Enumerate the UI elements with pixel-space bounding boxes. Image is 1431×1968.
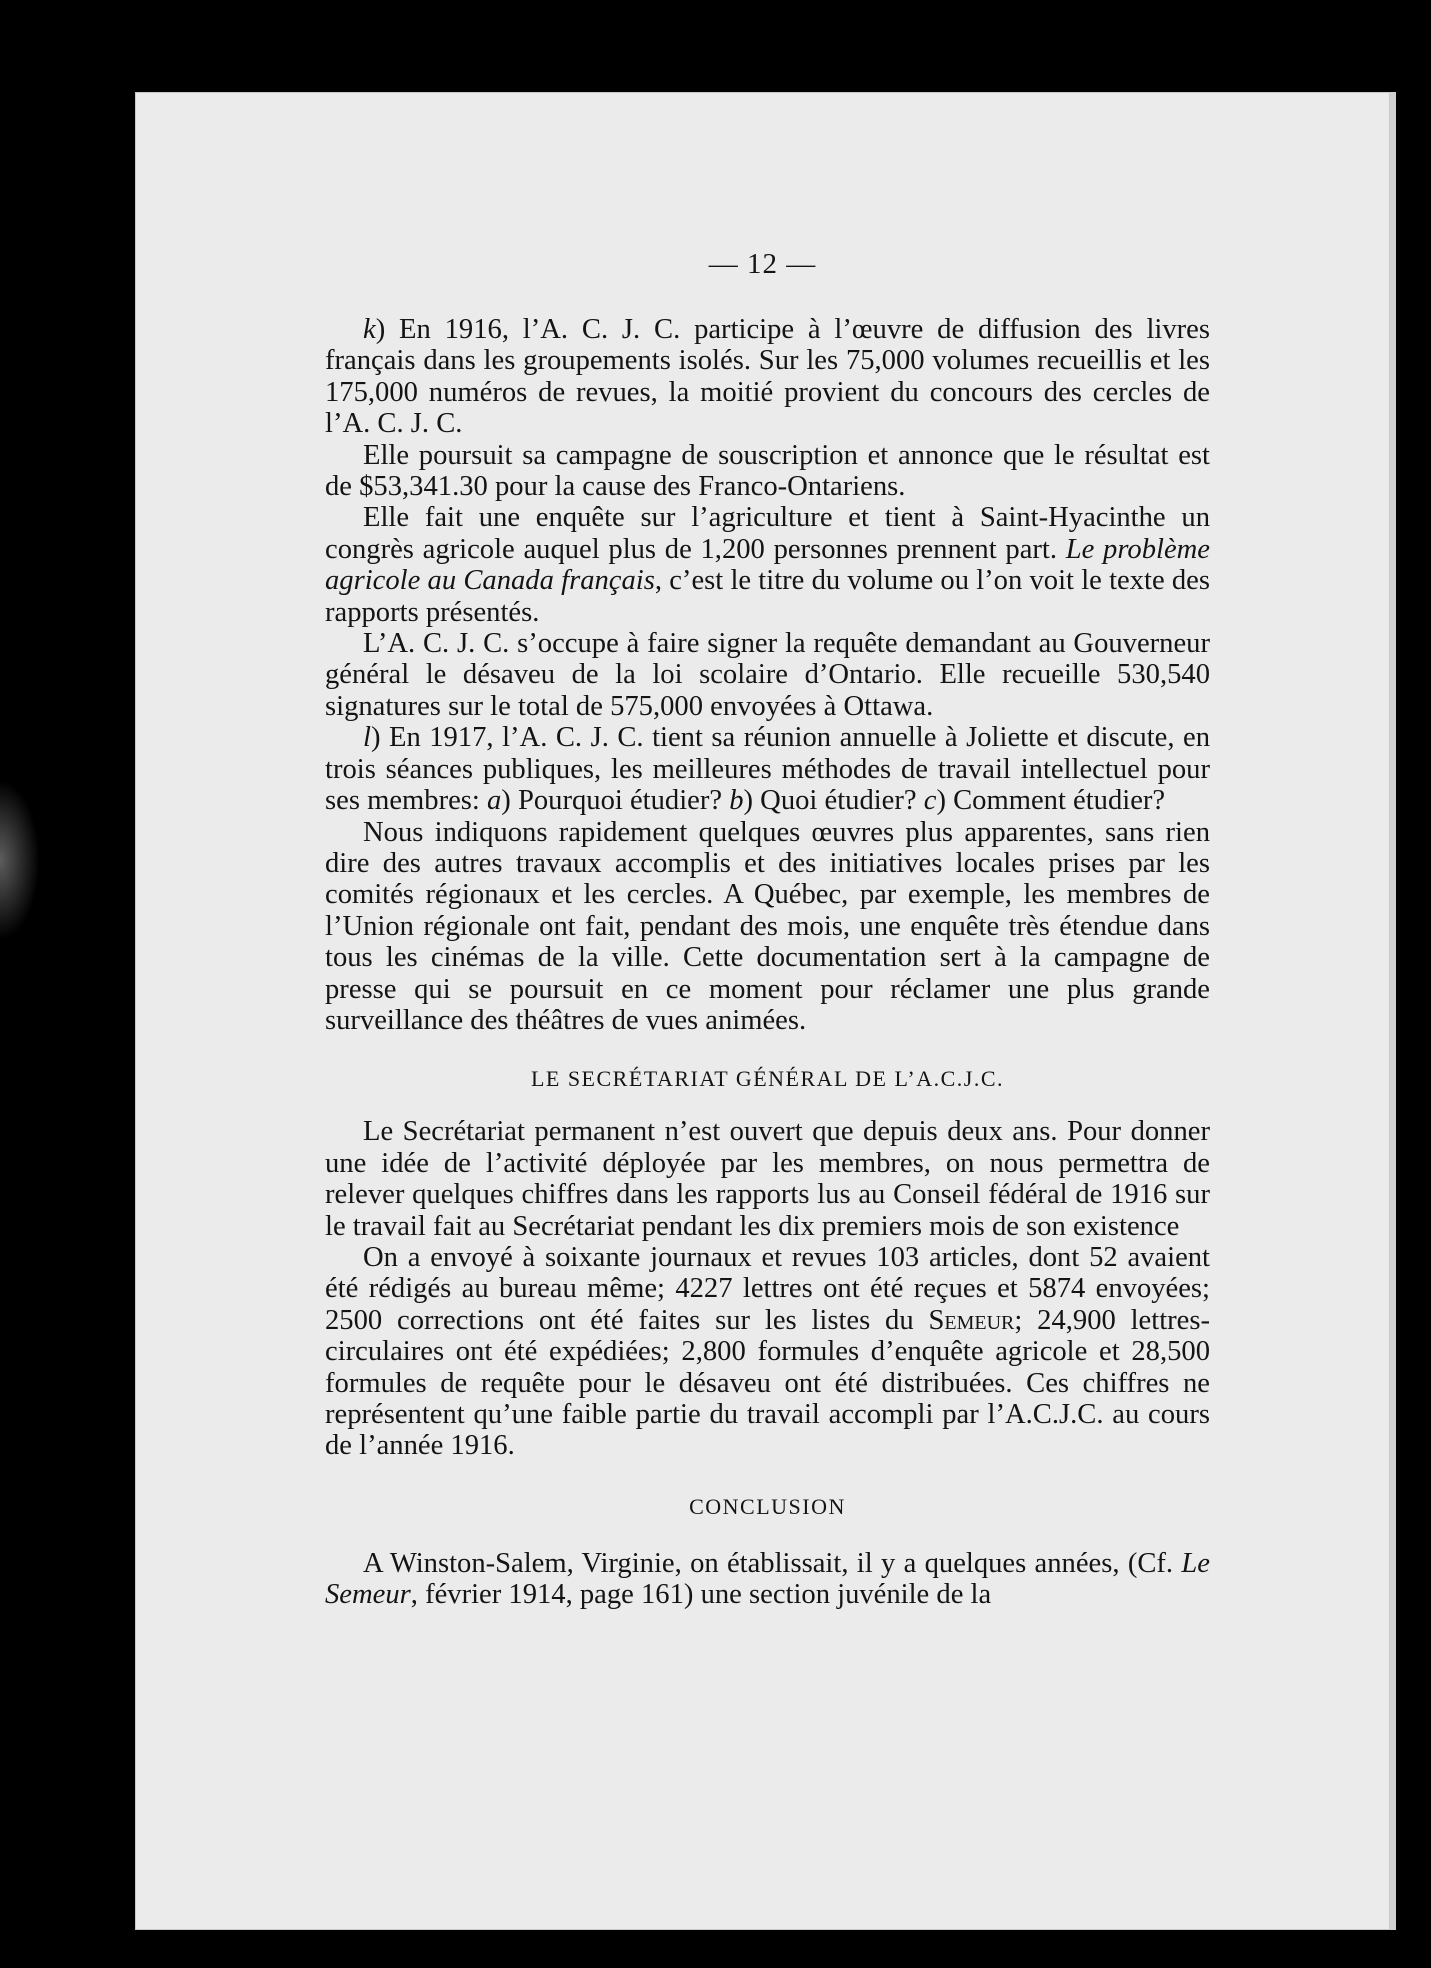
paragraph-requete: L’A. C. J. C. s’occupe à faire signer la requête demandant au Gouverneur général le désaveu de la loi scolaire d’Ontario. Elle recueille 530,540 signatures sur le total de 575,000 envoyées à Ottawa. bbox=[325, 628, 1210, 722]
paragraph-conclusion: A Winston-Salem, Virginie, on établissait, il y a quelques années, (Cf. Le Semeur, février 1914, page 161) une section juvénile de la bbox=[325, 1547, 1210, 1611]
section-heading-conclusion: CONCLUSION bbox=[689, 1493, 846, 1519]
page-number: — 12 — bbox=[708, 248, 817, 280]
journal-title: Le Semeur bbox=[325, 1547, 1210, 1611]
paragraph-souscription: Elle poursuit sa campagne de souscription et annonce que le résultat est de $53,341.30 pour la cause des Franco-Ontariens. bbox=[325, 439, 1210, 503]
paragraph-l: l) En 1917, l’A. C. J. C. tient sa réunion annuelle à Joliette et discute, en trois séances publiques, les meilleures méthodes de travail intellectuel pour ses membres: a) Pourquoi étudier? b) Quoi étudier? c) Comment étudier? bbox=[325, 722, 1210, 817]
page-edge bbox=[1390, 92, 1396, 1930]
enumeration-label: a bbox=[487, 785, 502, 817]
paragraph-secretariat-intro: Le Secrétariat permanent n’est ouvert que depuis deux ans. Pour donner une idée de l’activité déployée par les membres, on nous permettra de relever quelques chiffres dans les rapports lus au Conseil fédéral de 1916 sur le travail fait au Secrétariat pendant les dix premiers mois de son existence bbox=[325, 1116, 1210, 1242]
scan-margin-shadow bbox=[0, 780, 40, 940]
paragraph-enquete: Elle fait une enquête sur l’agriculture et tient à Saint-Hyacinthe un congrès agricole auquel plus de 1,200 personnes prennent part. Le problème agricole au Canada français, c’est le titre du volume ou l’on voit le texte des rapports présentés. bbox=[325, 502, 1210, 628]
enumeration-label: c bbox=[923, 785, 937, 817]
enumeration-label: b bbox=[729, 785, 744, 817]
journal-name: Semeur bbox=[928, 1304, 1015, 1336]
paragraph-k: k) En 1916, l’A. C. J. C. participe à l’œuvre de diffusion des livres français dans les groupements isolés. Sur les 75,000 volumes recueillis et les 175,000 numéros de revues, la moitié provient du concours des cercles de l’A. C. J. C. bbox=[325, 314, 1210, 440]
page-body bbox=[325, 314, 1210, 1611]
section-heading-secretariat: LE SECRÉTARIAT GÉNÉRAL DE L’A.C.J.C. bbox=[530, 1066, 1005, 1092]
paragraph-secretariat-figures: On a envoyé à soixante journaux et revues 103 articles, dont 52 avaient été rédigés au bureau même; 4227 lettres ont été reçues et 5874 envoyées; 2500 corrections ont été faites sur les listes du Semeur; 24,900 lettres-circulaires ont été expédiées; 2,800 formules d’enquête agricole et 28,500 formules de requête pour le désaveu ont été distribuées. Ces chiffres ne représentent qu’une faible partie du travail accompli par l’A.C.J.C. au cours de l’année 1916. bbox=[325, 1241, 1210, 1462]
enumeration-label: l bbox=[363, 722, 371, 754]
scanned-page bbox=[135, 92, 1390, 1930]
paragraph-oeuvres: Nous indiquons rapidement quelques œuvres plus apparentes, sans rien dire des autres travaux accomplis et des initiatives locales prises par les comités régionaux et les cercles. A Québec, par exemple, les membres de l’Union régionale ont fait, pendant des mois, une enquête très étendue dans tous les cinémas de la ville. Cette documentation sert à la campagne de presse qui se poursuit en ce moment pour réclamer une plus grande surveillance des théâtres de vues animées. bbox=[325, 816, 1210, 1036]
book-title: Le problème agricole au Canada français bbox=[325, 533, 1210, 597]
enumeration-label: k bbox=[363, 314, 376, 345]
